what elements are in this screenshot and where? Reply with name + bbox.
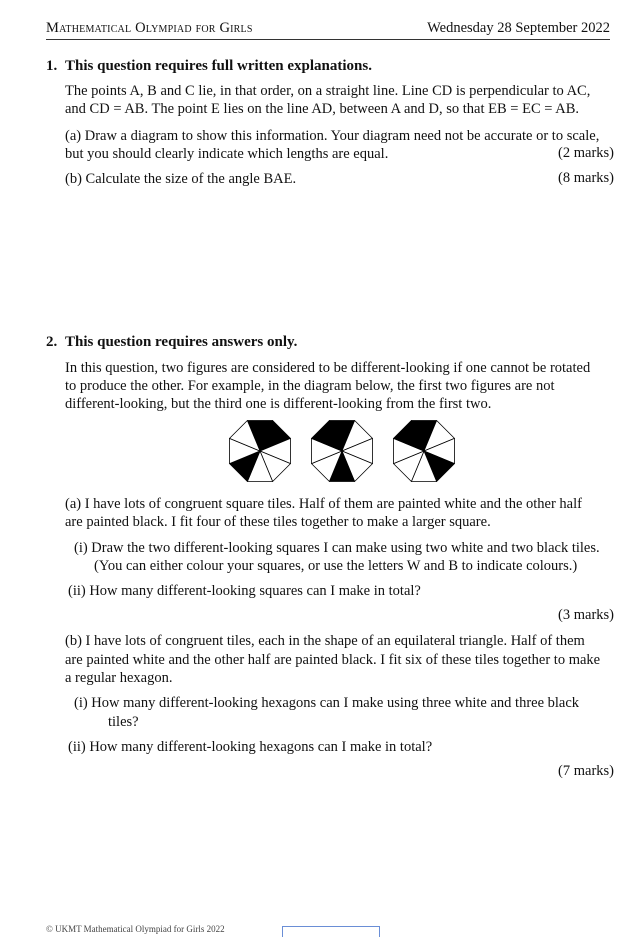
q2-part-a-i-line1: (i) Draw the two different-looking squares I can make using two white and two black tiles. — [74, 540, 600, 556]
q2-part-a-i-line2: (You can either colour your squares, or use the letters W and B to indicate colours.) — [94, 558, 578, 574]
q1-part-b-marks: (8 marks) — [558, 170, 614, 186]
q2-heading: This question requires answers only. — [65, 334, 298, 350]
q2-part-a-ii: (ii) How many different-looking squares can I make in total? — [68, 583, 421, 599]
octagon-examples-figure — [222, 414, 462, 488]
q1-part-b: (b) Calculate the size of the angle BAE. — [65, 171, 297, 187]
q2-part-b-line3: a regular hexagon. — [65, 670, 173, 686]
octagon-1 — [230, 421, 291, 482]
header-rule — [46, 39, 610, 40]
q2-intro-line2: to produce the other. For example, in the diagram below, the first two figures are not — [65, 378, 555, 394]
q1-intro-line1: The points A, B and C lie, in that order, on a straight line. Line CD is perpendicular to AC, — [65, 83, 591, 99]
q2-intro-line3: different-looking, but the third one is different-looking from the first two. — [65, 396, 492, 412]
q2-part-a-line1: (a) I have lots of congruent square tiles. Half of them are painted white and the other half — [65, 496, 582, 512]
q2-number: 2. — [46, 334, 58, 350]
octagon-3 — [394, 421, 455, 482]
q1-number: 1. — [46, 58, 58, 74]
q1-part-a-line1: (a) Draw a diagram to show this information. Your diagram need not be accurate or to scale, — [65, 128, 600, 144]
q1-part-a-line2: but you should clearly indicate which lengths are equal. — [65, 146, 389, 162]
q1-intro-line2: and CD = AB. The point E lies on the line AD, between A and D, so that EB = EC = AB. — [65, 101, 580, 117]
q1-part-a-marks: (2 marks) — [558, 145, 614, 161]
q2-intro-line1: In this question, two figures are considered to be different-looking if one cannot be rotated — [65, 360, 591, 376]
q1-heading: This question requires full written explanations. — [65, 58, 372, 74]
q2-part-b-marks: (7 marks) — [558, 763, 614, 779]
octagon-2 — [312, 421, 373, 482]
q2-part-a-marks: (3 marks) — [558, 607, 614, 623]
q2-part-a-line2: are painted black. I fit four of these tiles together to make a larger square. — [65, 514, 491, 530]
q2-part-b-line1: (b) I have lots of congruent tiles, each in the shape of an equilateral triangle. Half of them — [65, 633, 585, 649]
footer-link-box — [282, 926, 380, 937]
q2-part-b-i-line2: tiles? — [108, 714, 139, 730]
q2-part-b-i-line1: (i) How many different-looking hexagons can I make using three white and three black — [74, 695, 580, 711]
q2-part-b-ii: (ii) How many different-looking hexagons can I make in total? — [68, 739, 433, 755]
footer-text: © UKMT Mathematical Olympiad for Girls 2022 — [46, 924, 225, 934]
header-date: Wednesday 28 September 2022 — [427, 20, 610, 36]
header-title: Mathematical Olympiad for Girls — [46, 20, 253, 36]
q2-part-b-line2: are painted white and the other half are painted black. I fit six of these tiles together to make — [65, 652, 601, 668]
